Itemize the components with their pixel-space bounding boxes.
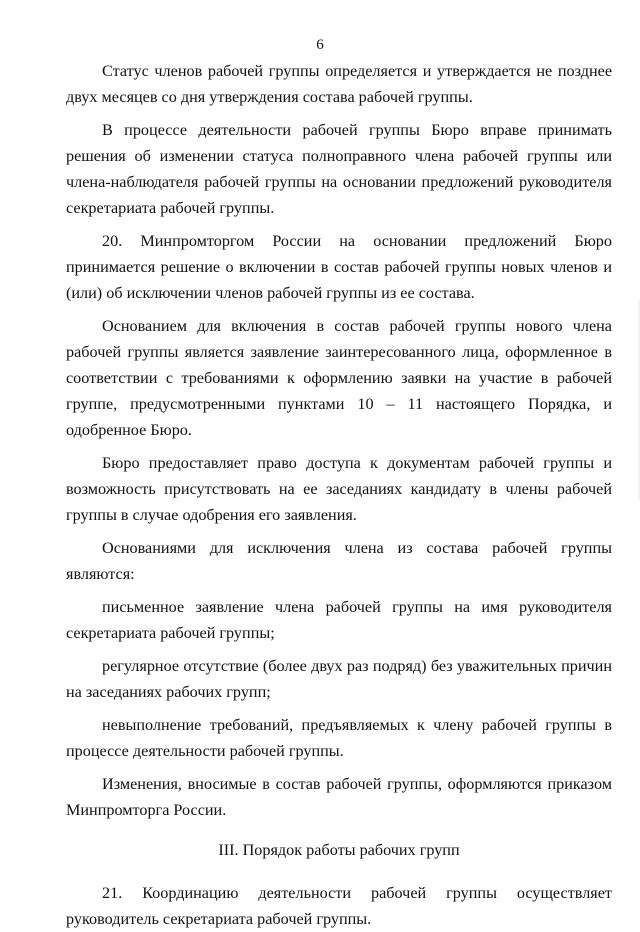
paragraph-status-deadline: Статус членов рабочей группы определяется и утверждается не позднее двух месяцев со дня утверждения состава рабочей группы. xyxy=(66,62,612,106)
paragraph-composition-changes: Изменения, вносимые в состав рабочей группы, оформляются приказом Минпромторга России. xyxy=(66,775,612,819)
page-number: 6 xyxy=(316,37,324,53)
paragraph-written-request: письменное заявление члена рабочей группы на имя руководителя секретариата рабочей группы; xyxy=(66,598,612,642)
paragraph-regular-absence: регулярное отсутствие (более двух раз подряд) без уважительных причин на заседаниях рабочих групп; xyxy=(66,657,612,701)
paragraph-inclusion-basis: Основанием для включения в состав рабочей группы нового члена рабочей группы является заявление заинтересованного лица, оформленное в соответствии с требованиями к оформлению заявки на участие в рабочей группе, предусмотренными пунктами 10 – 11 настоящего Порядка, и одобренное Бюро. xyxy=(66,317,612,439)
paragraph-item-21: 21. Координацию деятельности рабочей группы осуществляет руководитель секретариата рабочей группы. xyxy=(66,884,612,928)
paragraph-nonfulfillment: невыполнение требований, предъявляемых к члену рабочей группы в процессе деятельности рабочей группы. xyxy=(66,716,612,760)
paragraph-candidate-access: Бюро предоставляет право доступа к документам рабочей группы и возможность присутствовать на ее заседаниях кандидату в члены рабочей группы в случае одобрения его заявления. xyxy=(66,454,612,524)
paragraph-exclusion-grounds: Основаниями для исключения члена из состава рабочей группы являются: xyxy=(66,539,612,583)
section-heading: III. Порядок работы рабочих групп xyxy=(218,841,460,859)
document-body xyxy=(66,58,612,932)
paragraph-bureau-status-change: В процессе деятельности рабочей группы Бюро вправе принимать решения об изменении статуса полноправного члена рабочей группы или члена-наблюдателя рабочей группы на основании предложений руководителя секретариата рабочей группы. xyxy=(66,121,612,217)
paragraph-item-20: 20. Минпромторгом России на основании предложений Бюро принимается решение о включении в состав рабочей группы новых членов и (или) об исключении членов рабочей группы из ее состава. xyxy=(66,232,612,302)
